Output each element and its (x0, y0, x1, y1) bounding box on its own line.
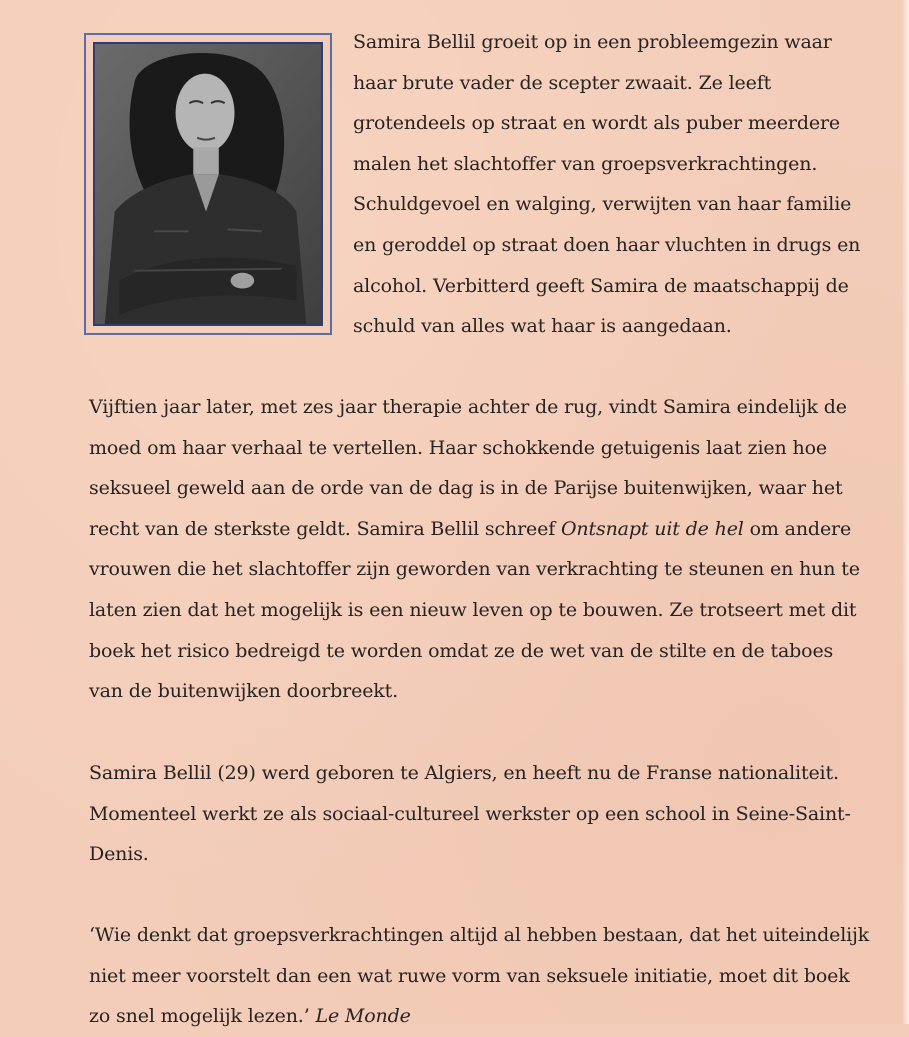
text-line: grotendeels op straat en wordt als puber meerdere (353, 112, 840, 135)
text-line (89, 509, 860, 550)
text-line (89, 996, 869, 1037)
text-segment: om andere (743, 517, 852, 540)
text-line: moed om haar verhaal te vertellen. Haar schokkende getuigenis laat zien hoe (89, 436, 827, 459)
paragraph-story (89, 387, 860, 712)
text-line: ‘Wie denkt dat groepsverkrachtingen altijd al hebben bestaan, dat het uiteindelijk (89, 924, 870, 946)
author-photo (93, 42, 323, 326)
text-line: boek het risico bedreigd te worden omdat ze de wet van de stilte en de taboes (89, 639, 834, 662)
page-edge (902, 0, 909, 1024)
text-line: van de buitenwijken doorbreekt. (89, 680, 399, 703)
text-line: malen het slachtoffer van groepsverkrachtingen. (353, 152, 818, 175)
text-line: Samira Bellil (29) werd geboren te Algiers, en heeft nu de Franse nationaliteit. (89, 762, 839, 784)
paragraph-author-bio (89, 753, 851, 875)
text-line: schuld van alles wat haar is aangedaan. (353, 315, 732, 338)
text-line: seksueel geweld aan de orde van de dag is in de Parijse buitenwijken, waar het (89, 477, 843, 500)
text-line: Momenteel werkt ze als sociaal-cultureel werkster op een school in Seine-Saint- (89, 802, 851, 825)
text-line: laten zien dat het mogelijk is een nieuw leven op te bouwen. Ze trotseert met dit (89, 598, 857, 621)
press-quote (89, 915, 869, 1037)
text-line: Schuldgevoel en walging, verwijten van haar familie (353, 193, 852, 216)
author-photo-frame (84, 33, 332, 335)
paragraph-intro (353, 22, 860, 347)
text-line: Denis. (89, 843, 149, 866)
text-line: Vijftien jaar later, met zes jaar therapie achter de rug, vindt Samira eindelijk de (89, 396, 847, 418)
quote-source: Le Monde (315, 1005, 411, 1028)
text-line: niet meer voorstelt dan een wat ruwe vorm van seksuele initiatie, moet dit boek (89, 964, 850, 987)
text-line: alcohol. Verbitterd geeft Samira de maatschappij de (353, 274, 849, 297)
book-title: Ontsnapt uit de hel (560, 517, 744, 540)
text-line: vrouwen die het slachtoffer zijn geworden van verkrachting te steunen en hun te (89, 558, 860, 581)
text-segment: zo snel mogelijk lezen.’ (89, 1005, 310, 1028)
text-line: Samira Bellil groeit op in een probleemgezin waar (353, 31, 832, 53)
text-segment: recht van de sterkste geldt. Samira Bellil schreef (89, 517, 561, 540)
author-portrait-image (95, 44, 321, 324)
text-line: haar brute vader de scepter zwaait. Ze leeft (353, 71, 772, 94)
text-line: en geroddel op straat doen haar vluchten in drugs en (353, 233, 861, 256)
